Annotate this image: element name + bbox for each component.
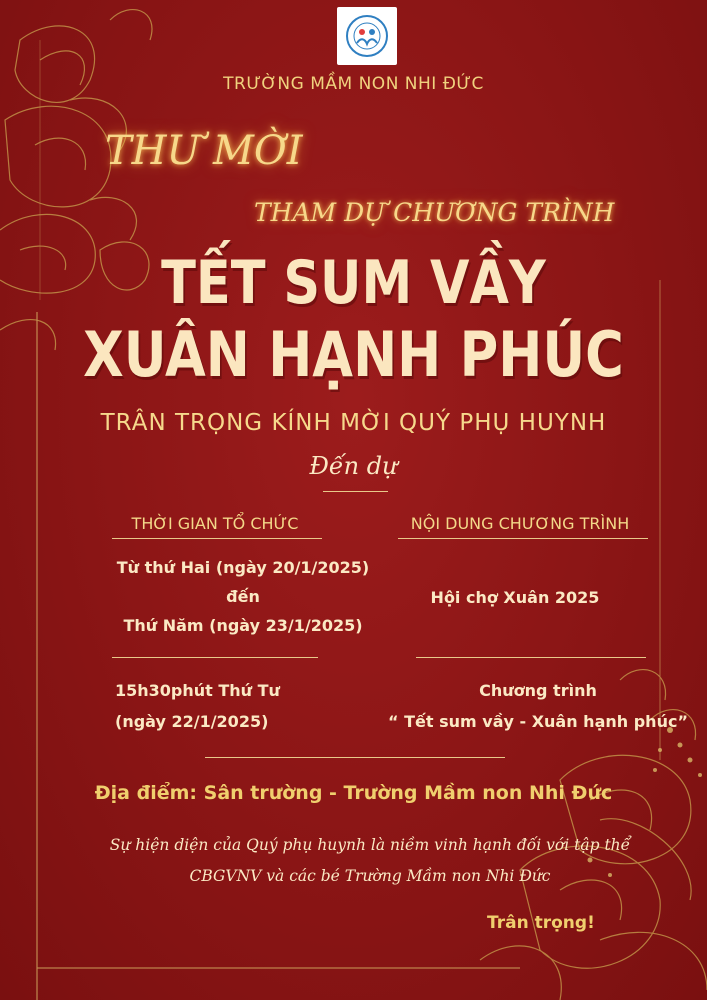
row2-time xyxy=(115,675,315,737)
school-name: TRƯỜNG MẦM NON NHI ĐỨC xyxy=(223,74,484,94)
row2-content xyxy=(378,675,698,737)
come-underline xyxy=(323,491,388,492)
row1-time xyxy=(108,553,378,640)
regards-text: Trân trọng! xyxy=(487,913,595,933)
row1-time-line2: đến xyxy=(226,587,260,606)
header-content: NỘI DUNG CHƯƠNG TRÌNH xyxy=(410,514,630,533)
come-text: Đến dự xyxy=(309,452,398,480)
row1-time-divider xyxy=(112,657,318,658)
school-logo xyxy=(337,7,397,65)
invite-parents-text: TRÂN TRỌNG KÍNH MỜI QUÝ PHỤ HUYNH xyxy=(100,410,607,436)
event-title-line1: TẾT SUM VẦY xyxy=(161,248,546,318)
row2-content-line1: Chương trình xyxy=(479,681,597,700)
event-title-line2: XUÂN HẠNH PHÚC xyxy=(83,318,624,391)
row1-time-line3: Thứ Năm (ngày 23/1/2025) xyxy=(123,616,363,635)
table-bottom-divider xyxy=(205,757,505,758)
header-time: THỜI GIAN TỔ CHỨC xyxy=(131,514,299,533)
header-content-divider xyxy=(398,538,648,539)
row2-time-line1: 15h30phút Thứ Tư xyxy=(115,681,280,700)
row1-content: Hội chợ Xuân 2025 xyxy=(430,588,600,607)
row1-content-divider xyxy=(416,657,646,658)
row1-time-line1: Từ thứ Hai (ngày 20/1/2025) xyxy=(116,558,370,577)
title-attend-program: THAM DỰ CHƯƠNG TRÌNH xyxy=(254,198,615,227)
row2-time-line2: (ngày 22/1/2025) xyxy=(115,712,269,731)
closing-line1: Sự hiện diện của Quý phụ huynh là niềm vinh hạnh đối với tập thể xyxy=(109,836,631,854)
venue-text: Địa điểm: Sân trường - Trường Mầm non Nhi Đức xyxy=(94,782,613,804)
closing-text xyxy=(60,830,680,892)
closing-line2: CBGVNV và các bé Trường Mầm non Nhi Đức xyxy=(189,867,551,885)
header-time-divider xyxy=(112,538,322,539)
school-logo-icon xyxy=(341,11,393,61)
title-invitation: THƯ MỜI xyxy=(105,128,303,174)
row2-content-line2: “ Tết sum vầy - Xuân hạnh phúc” xyxy=(388,712,688,731)
